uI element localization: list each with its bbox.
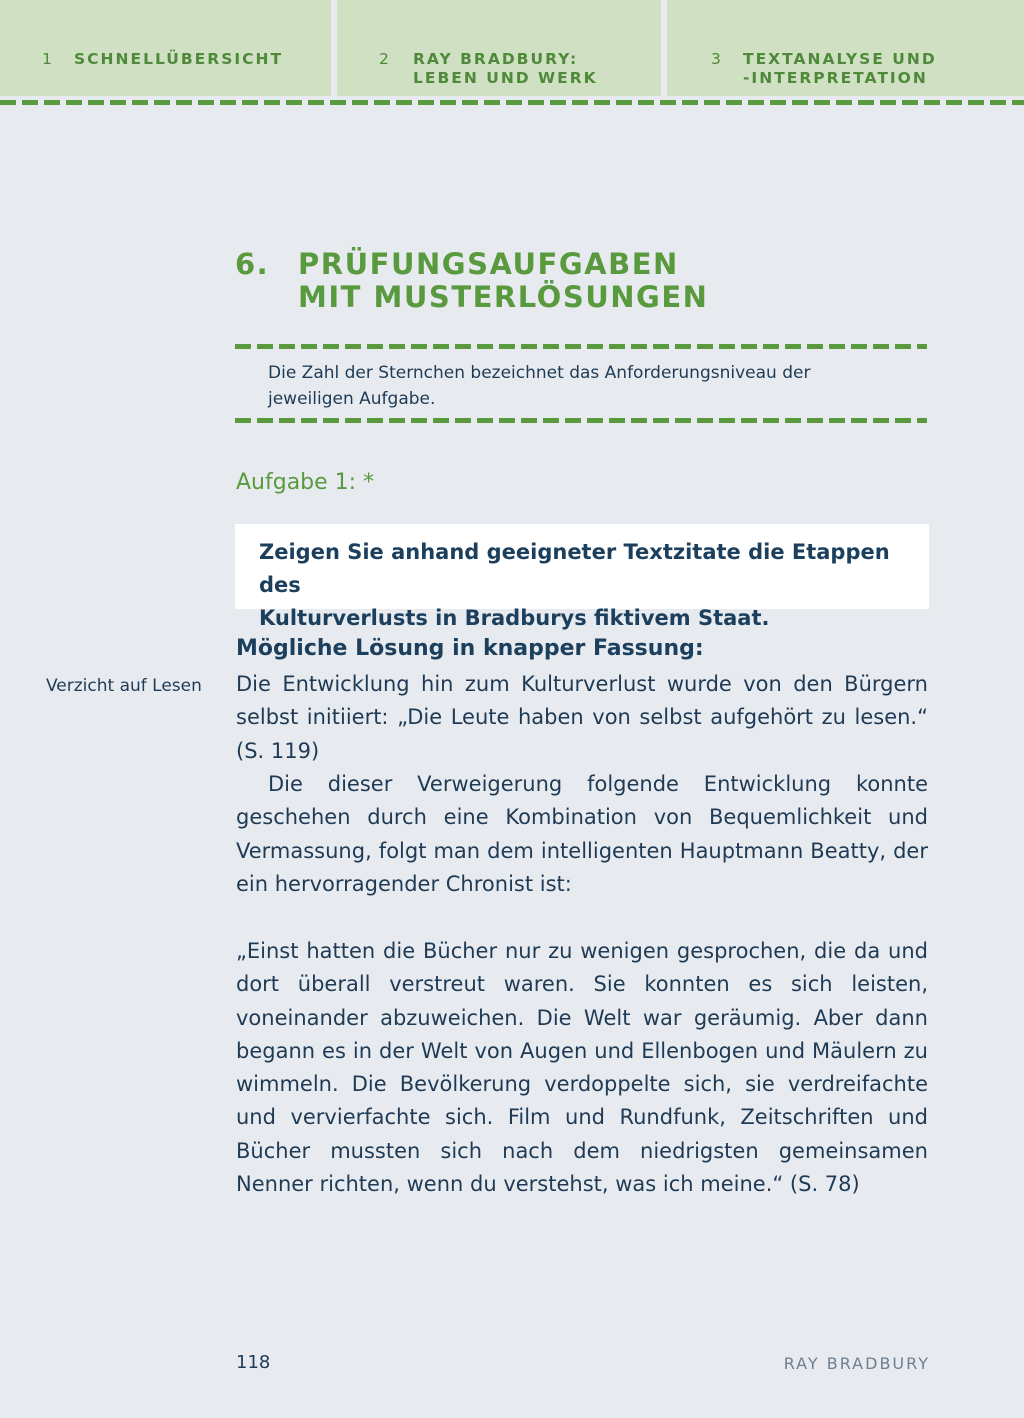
tab-label <box>413 50 598 88</box>
quote-text: „Einst hatten die Bücher nur zu wenigen gesprochen, die da und dort überall verstreut waren. Sie konnten es sich leisten, voneinander abzuweichen. Die Welt war geräumig. Aber dann begann es in der Welt von Augen und Ellenbogen und Mäulern zu wimmeln. Die Bevölkerung verdoppelte sich, sie verdreifachte und vervierfachte sich. Film und Rundfunk, Zeitschriften und Bücher mussten sich nach dem niedrigsten gemeinsamen Nenner richten, wenn du verstehst, was ich meine.“ (S. 78) <box>236 939 928 1197</box>
tab-label-line2: LEBEN UND WERK <box>413 69 598 87</box>
tab-textanalyse[interactable] <box>667 0 1024 96</box>
chapter-title-line1: PRÜFUNGSAUFGABEN <box>298 247 679 281</box>
tab-number: 3 <box>711 50 723 68</box>
task-prompt-box <box>235 524 929 630</box>
note-divider-top <box>235 344 927 349</box>
chapter-number: 6. <box>235 247 270 281</box>
solution-quote <box>236 935 928 1201</box>
tab-leben-und-werk[interactable] <box>337 0 661 96</box>
paragraph-text: Die Entwicklung hin zum Kulturverlust wurde von den Bürgern selbst initiiert: „Die Leute haben von selbst aufgehört zu lesen.“ (S. 119) <box>236 672 928 763</box>
tab-schnelluebersicht[interactable] <box>0 0 331 96</box>
tab-label-line1: TEXTANALYSE UND <box>743 50 937 68</box>
task-prompt-line2: Kulturverlusts in Bradburys fiktivem Staat. <box>259 606 770 630</box>
tab-number: 1 <box>42 50 54 68</box>
tab-label-line2: -INTERPRETATION <box>743 69 928 87</box>
paragraph-text: Die dieser Verweigerung folgende Entwicklung konnte geschehen durch eine Kombination von Bequemlichkeit und Vermassung, folgt man dem intelligenten Hauptmann Beatty, der ein hervorragender Chronist ist: <box>236 772 928 896</box>
note-divider-bottom <box>235 418 927 423</box>
chapter-title <box>298 248 898 314</box>
solution-paragraph-1 <box>236 668 928 768</box>
solution-title: Mögliche Lösung in knapper Fassung: <box>236 636 704 661</box>
page-number: 118 <box>236 1352 271 1373</box>
chapter-title-line2: MIT MUSTERLÖSUNGEN <box>298 280 709 314</box>
tab-label-line1: RAY BRADBURY: <box>413 50 579 68</box>
tab-label <box>743 50 937 88</box>
task-prompt-line1: Zeigen Sie anhand geeigneter Textzitate die Etappen des <box>259 540 890 597</box>
task-heading: Aufgabe 1: * <box>236 470 375 495</box>
header-divider <box>0 100 1024 105</box>
difficulty-note: Die Zahl der Sternchen bezeichnet das Anforderungsniveau der jeweiligen Aufgabe. <box>268 363 811 409</box>
margin-note: Verzicht auf Lesen <box>46 676 202 696</box>
solution-paragraph-2 <box>236 768 928 901</box>
tab-number: 2 <box>379 50 391 68</box>
chapter-tabs <box>0 0 1024 96</box>
tab-label: SCHNELLÜBERSICHT <box>74 50 284 68</box>
running-title: RAY BRADBURY <box>783 1354 930 1373</box>
